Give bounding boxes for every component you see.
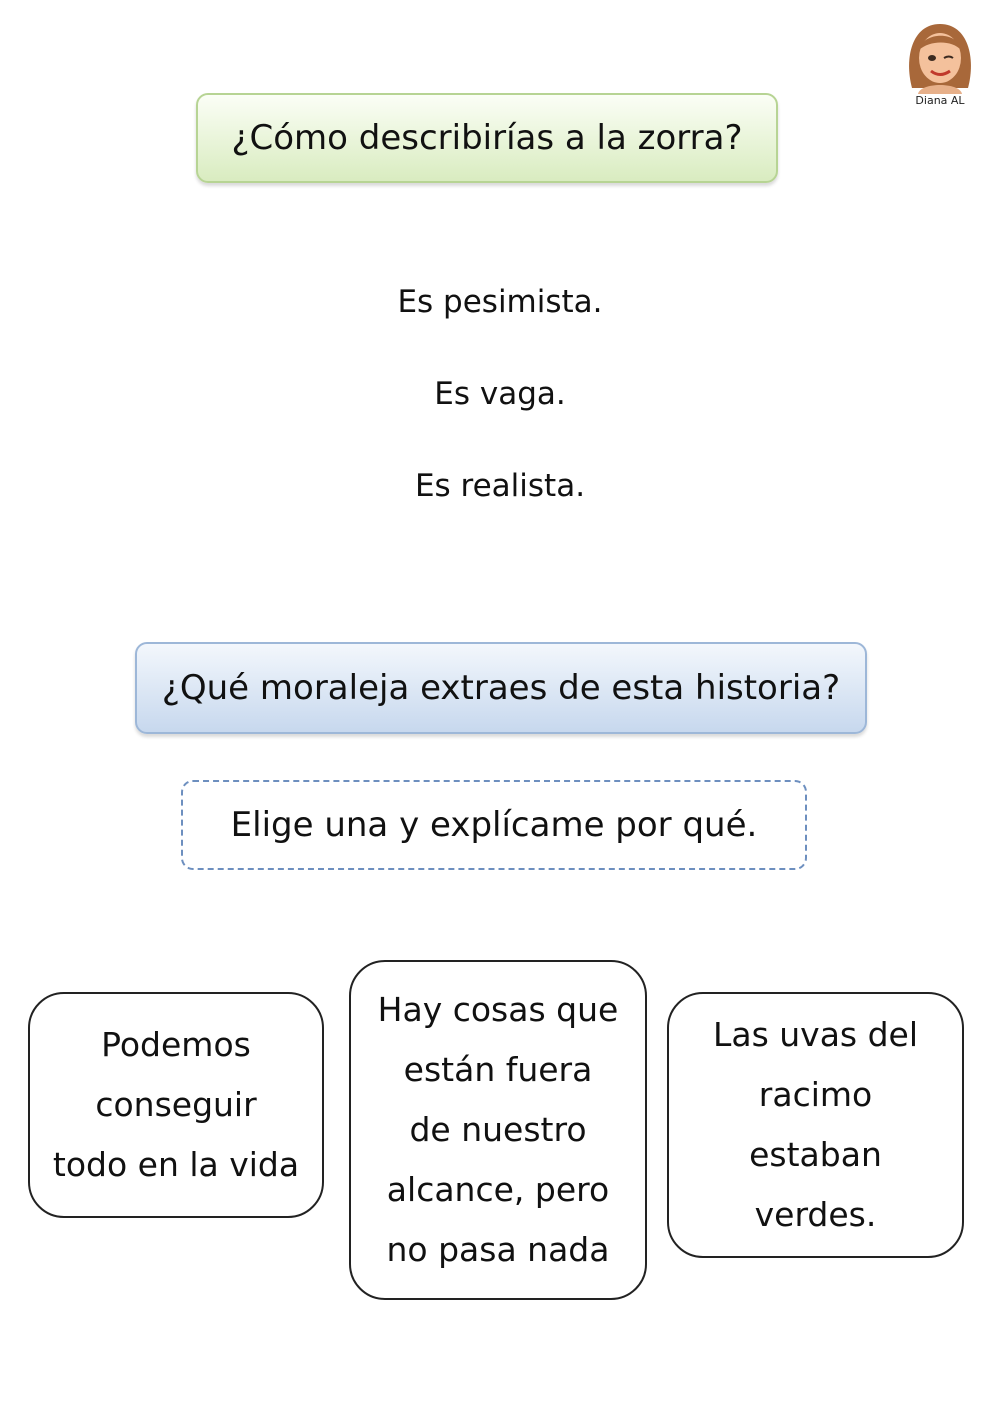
card-2-line-5: no pasa nada: [386, 1230, 610, 1269]
card-2-line-1: Hay cosas que: [377, 990, 619, 1029]
option-realista[interactable]: Es realista.: [414, 468, 586, 504]
question-2-banner: [135, 642, 867, 734]
card-2-line-4: alcance, pero: [386, 1170, 610, 1209]
avatar-label: Diana AL: [915, 94, 965, 107]
question-1-banner: [196, 93, 778, 183]
card-3-line-2: racimo: [758, 1075, 873, 1114]
card-3-line-4: verdes.: [754, 1195, 877, 1234]
card-1-line-2: conseguir: [95, 1085, 257, 1124]
card-1-line-1: Podemos: [101, 1025, 251, 1064]
card-3-line-1: Las uvas del: [712, 1015, 919, 1054]
answer-card-3[interactable]: [667, 992, 964, 1258]
option-vaga[interactable]: Es vaga.: [434, 376, 566, 412]
question-2-text: ¿Qué moraleja extraes de esta historia?: [161, 668, 841, 708]
card-2-line-3: de nuestro: [409, 1110, 587, 1149]
answer-card-2[interactable]: [349, 960, 647, 1300]
option-pesimista[interactable]: Es pesimista.: [397, 284, 603, 320]
avatar: [900, 18, 980, 118]
answer-card-1[interactable]: [28, 992, 324, 1218]
instruction-box: [181, 780, 807, 870]
card-2-line-2: están fuera: [403, 1050, 593, 1089]
card-3-line-3: estaban: [749, 1135, 882, 1174]
instruction-text: Elige una y explícame por qué.: [230, 805, 758, 845]
card-1-line-3: todo en la vida: [52, 1145, 300, 1184]
question-1-text: ¿Cómo describirías a la zorra?: [231, 118, 743, 158]
avatar-girl-icon: [900, 18, 980, 94]
